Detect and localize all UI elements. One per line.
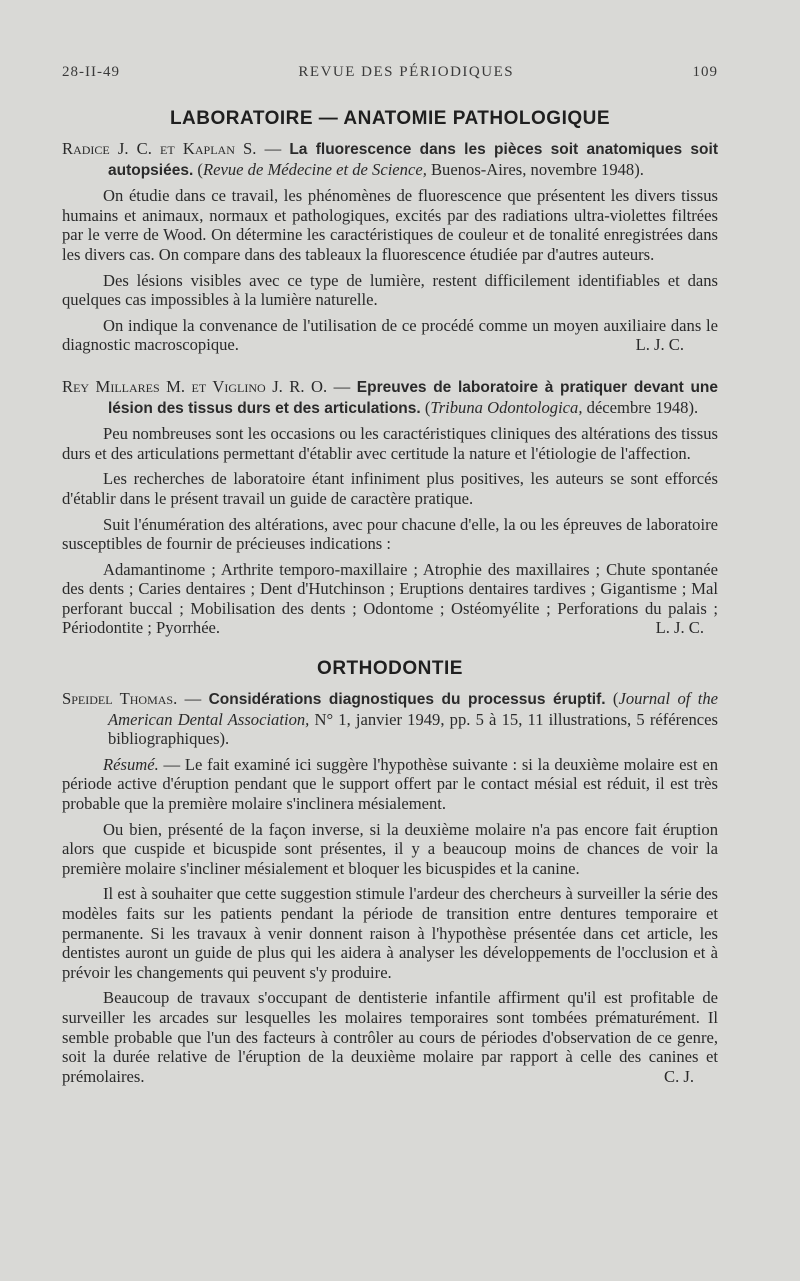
citation — [62, 377, 718, 418]
source-open: ( — [193, 159, 203, 179]
paragraph: Ou bien, présenté de la façon inverse, si la deuxième molaire n'a pas encore fait éruption alors que cuspide et bicuspide sont présentes, il y a beaucoup moins de chances de voir la première molaire s'incliner mésialement et bloquer les bicuspides et la canine. — [62, 819, 718, 878]
paragraph — [62, 755, 718, 814]
dash: — — [327, 376, 357, 396]
paragraph-text: On indique la convenance de l'utilisation de ce procédé comme un moyen auxiliaire dans le diagnostic macroscopique. — [62, 315, 718, 355]
source-details: décembre 1948). — [582, 397, 699, 417]
source-open: ( — [420, 397, 431, 417]
paragraph: On étudie dans ce travail, les phénomènes de fluorescence que présentent les divers tissus humains et animaux, normaux et pathologiques, excités par des radiations ultra-violettes filtrées par le verre de Wood. On détermine les caractéristiques de couleur et de tonalité enregistrées dans les divers cas. On compare dans des tableaux la fluorescence étudiée par d'autres auteurs. — [62, 186, 718, 264]
paragraph-with-signature — [62, 316, 718, 355]
citation — [62, 139, 718, 180]
journal-name: Revue de Médecine et de Science, — [202, 159, 427, 179]
resume-label: Résumé. — [103, 754, 159, 774]
source-open: ( — [605, 689, 619, 709]
source-details: Buenos-Aires, novembre 1948). — [426, 159, 644, 179]
authors: Rey Millares M. et Viglino J. R. O. — [62, 376, 328, 396]
paragraph-text: Beaucoup de travaux s'occupant de dentisterie infantile affirment qu'il est profitable de surveiller les arcades sur lesquelles les molaires temporaires sont tombées prématurément. Il semble probable que l'un des facteurs à contrôler au cours de périodes d'observation de ce genre, soit la durée relative de l'éruption de la deuxième molaire par rapport à celle des canines et prémolaires. — [62, 988, 718, 1086]
article-title: Considérations diagnostiques du processus éruptif. — [208, 691, 606, 709]
article-title: La fluorescence dans les pièces soit anatomiques soit autopsiées. — [108, 141, 718, 179]
dash: — — [177, 689, 209, 709]
authors: Speidel Thomas. — [62, 689, 178, 709]
review-entry-speidel — [62, 689, 718, 1086]
header-date: 28-II-49 — [62, 64, 120, 80]
paragraph-text: — Le fait examiné ici suggère l'hypothèse suivante : si la deuxième molaire est en période active d'éruption pendant que le support offert par le contact mésial est réduit, il est très probable que la première molaire s'inclinera mésialement. — [62, 754, 718, 814]
paragraph: Peu nombreuses sont les occasions ou les caractéristiques cliniques des altérations des tissus durs et des articulations permettant d'établir avec certitude la nature et l'étiologie de l'affection. — [62, 424, 718, 463]
signature: L. J. C. — [635, 335, 684, 355]
paragraph-text: Adamantinome ; Arthrite temporo-maxillaire ; Atrophie des maxillaires ; Chute spontanée des dents ; Caries dentaires ; Dent d'Hutchinson ; Eruptions dentaires tardives ; Gigantisme ; Mal perforant buccal ; Mobilisation des dents ; Odontome ; Ostéomyélite ; Perforations du palais ; Périodontite ; Pyorrhée. — [62, 559, 718, 638]
article-title: Epreuves de laboratoire à pratiquer devant une lésion des tissus durs et des articulations. — [108, 378, 718, 417]
page-number: 109 — [692, 64, 718, 80]
paragraph: Il est à souhaiter que cette suggestion stimule l'ardeur des chercheurs à surveiller la série des modèles faits sur les patients pendant la période de transition entre dentures temporaire et permanente. Si les travaux à venir donnent raison à l'hypothèse présentée dans cet article, les dentistes auront un guide de plus qui les aidera à analyser les développements de l'occlusion et à prévoir les changements qui peuvent s'y produire. — [62, 884, 718, 982]
running-head — [62, 64, 718, 81]
paragraph-with-signature — [62, 988, 718, 1086]
authors: Radice J. C. et Kaplan S. — [62, 139, 257, 158]
section-title-laboratoire: LABORATOIRE — ANATOMIE PATHOLOGIQUE — [169, 108, 611, 129]
citation — [62, 689, 718, 749]
journal-name: Tribuna Odontologica, — [430, 397, 583, 417]
paragraph: Suit l'énumération des altérations, avec pour chacune d'elle, la ou les épreuves de laboratoire susceptibles de fournir de précieuses indications : — [62, 514, 718, 554]
signature: C. J. — [664, 1066, 694, 1086]
source-details: N° 1, janvier 1949, pp. 5 à 15, 11 illustrations, 5 références bibliographiques). — [108, 709, 718, 749]
section-title-orthodontie: ORTHODONTIE — [317, 658, 463, 680]
dash: — — [256, 139, 290, 158]
paragraph: Des lésions visibles avec ce type de lumière, restent difficilement identifiables et dans quelques cas impossibles à la lumière naturelle. — [62, 270, 718, 310]
paragraph-with-signature — [62, 560, 718, 638]
review-entry-rey-millares — [62, 377, 718, 638]
paragraph: Les recherches de laboratoire étant infiniment plus positives, les auteurs se sont efforcés d'établir dans le présent travail un guide de caractère pratique. — [62, 469, 718, 508]
signature: L. J. C. — [655, 618, 704, 638]
review-entry-radice — [62, 139, 718, 355]
journal-name: Journal of the American Dental Association, — [108, 689, 718, 729]
journal-title: REVUE DES PÉRIODIQUES — [298, 64, 515, 80]
